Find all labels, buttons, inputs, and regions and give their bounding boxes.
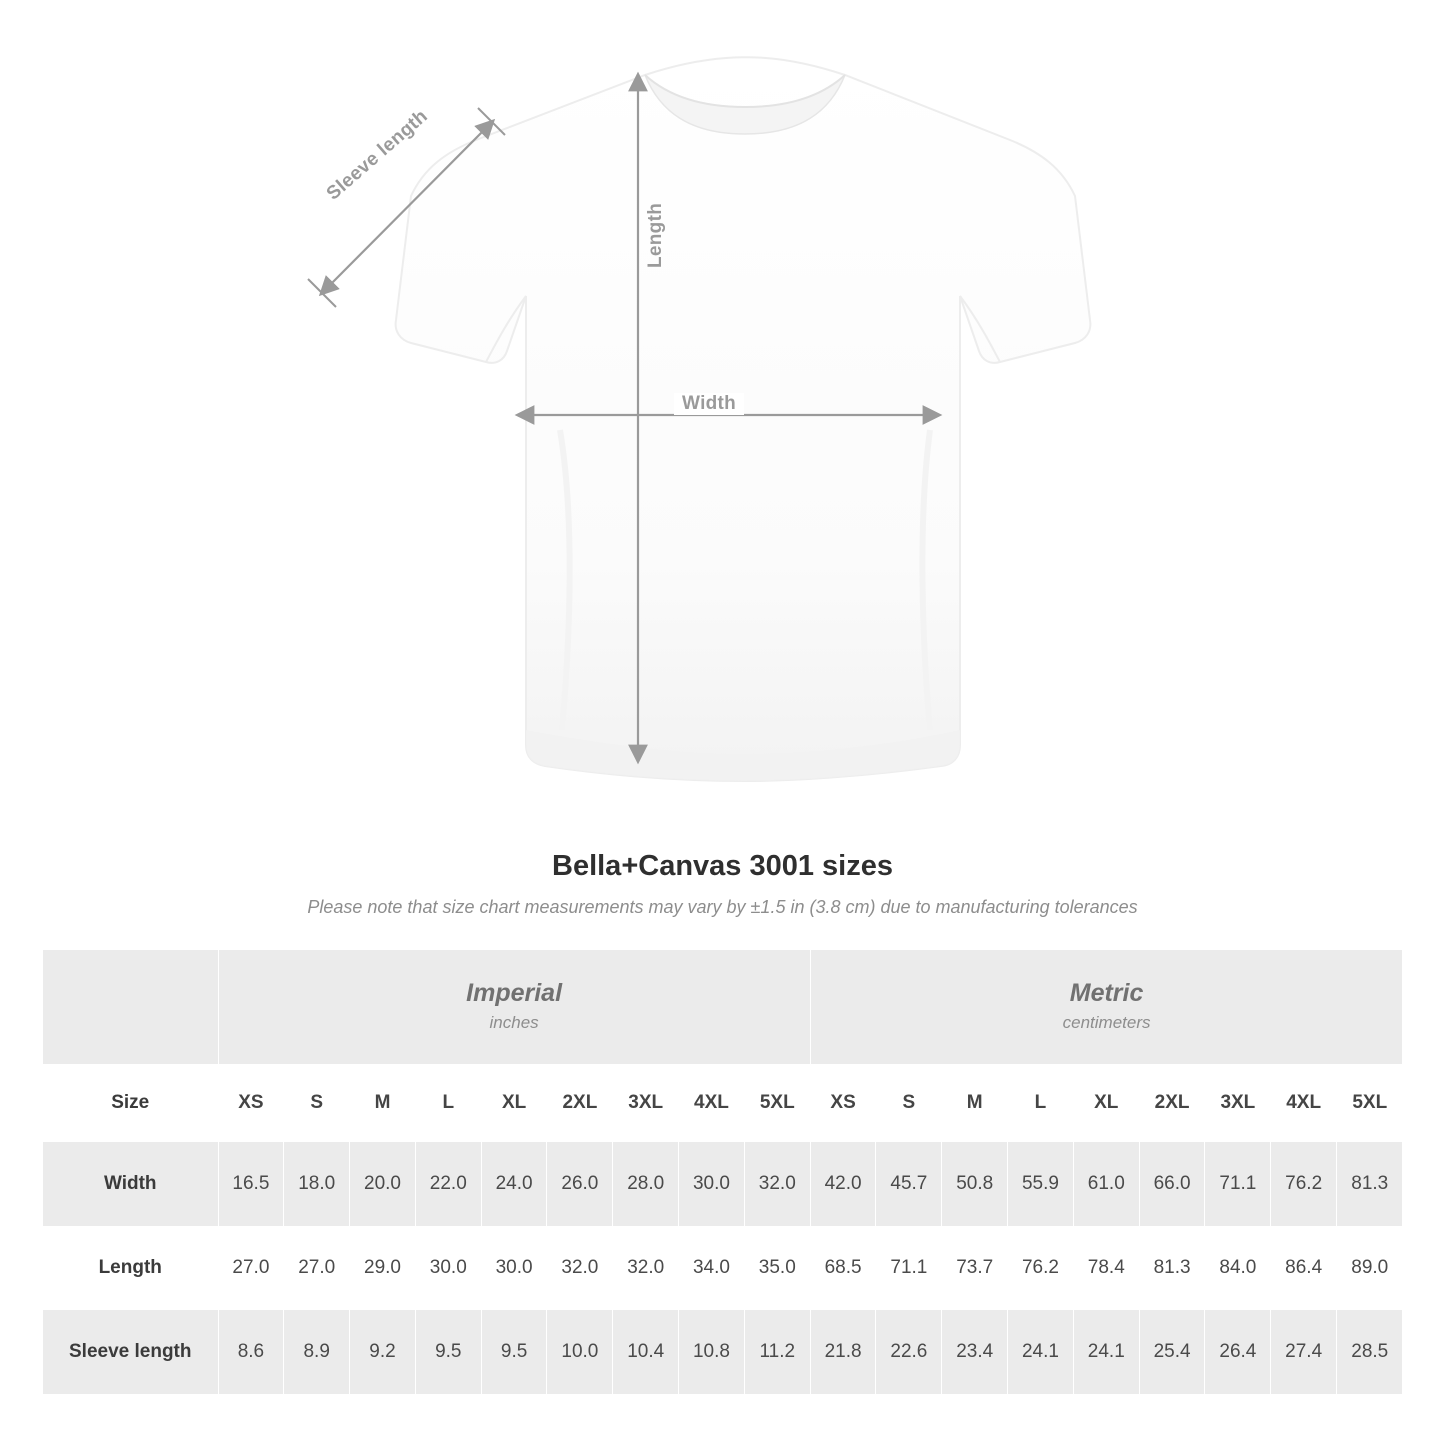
size-col-imperial-4xl: 4XL bbox=[679, 1064, 745, 1142]
length-label: Length bbox=[645, 202, 666, 268]
cell-sleeve-imperial-xl: 9.5 bbox=[481, 1310, 547, 1394]
cell-length-metric-l: 76.2 bbox=[1008, 1226, 1074, 1310]
row-label-sleeve-length: Sleeve length bbox=[43, 1310, 218, 1394]
size-header-label: Size bbox=[43, 1064, 218, 1142]
cell-width-imperial-l: 22.0 bbox=[415, 1142, 481, 1226]
title-block bbox=[0, 850, 1445, 918]
cell-width-metric-m: 50.8 bbox=[942, 1142, 1008, 1226]
size-table-wrap bbox=[43, 950, 1402, 1394]
cell-width-metric-5xl: 81.3 bbox=[1337, 1142, 1403, 1226]
size-col-metric-3xl: 3XL bbox=[1205, 1064, 1271, 1142]
row-label-length: Length bbox=[43, 1226, 218, 1310]
size-col-metric-xl: XL bbox=[1073, 1064, 1139, 1142]
size-col-metric-l: L bbox=[1008, 1064, 1074, 1142]
cell-sleeve-metric-m: 23.4 bbox=[942, 1310, 1008, 1394]
size-col-imperial-3xl: 3XL bbox=[613, 1064, 679, 1142]
cell-width-metric-3xl: 71.1 bbox=[1205, 1142, 1271, 1226]
cell-sleeve-metric-4xl: 27.4 bbox=[1271, 1310, 1337, 1394]
table-row bbox=[43, 1310, 1402, 1394]
cell-width-metric-4xl: 76.2 bbox=[1271, 1142, 1337, 1226]
cell-sleeve-metric-5xl: 28.5 bbox=[1337, 1310, 1403, 1394]
cell-sleeve-metric-xl: 24.1 bbox=[1073, 1310, 1139, 1394]
cell-width-metric-2xl: 66.0 bbox=[1139, 1142, 1205, 1226]
cell-width-metric-xs: 42.0 bbox=[810, 1142, 876, 1226]
size-col-imperial-xl: XL bbox=[481, 1064, 547, 1142]
cell-length-imperial-l: 30.0 bbox=[415, 1226, 481, 1310]
cell-sleeve-metric-l: 24.1 bbox=[1008, 1310, 1074, 1394]
tolerance-note: Please note that size chart measurements may vary by ±1.5 in (3.8 cm) due to manufacturing tolerances bbox=[307, 897, 1138, 917]
cell-width-metric-xl: 61.0 bbox=[1073, 1142, 1139, 1226]
size-col-metric-m: M bbox=[942, 1064, 1008, 1142]
cell-sleeve-metric-2xl: 25.4 bbox=[1139, 1310, 1205, 1394]
cell-sleeve-metric-s: 22.6 bbox=[876, 1310, 942, 1394]
width-label: Width bbox=[674, 393, 744, 415]
cell-width-metric-s: 45.7 bbox=[876, 1142, 942, 1226]
cell-sleeve-imperial-s: 8.9 bbox=[284, 1310, 350, 1394]
unit-group-metric bbox=[810, 950, 1402, 1064]
size-col-imperial-xs: XS bbox=[218, 1064, 284, 1142]
size-col-metric-2xl: 2XL bbox=[1139, 1064, 1205, 1142]
table-row bbox=[43, 1142, 1402, 1226]
table-row bbox=[43, 1226, 1402, 1310]
size-table bbox=[43, 950, 1402, 1394]
cell-length-metric-5xl: 89.0 bbox=[1337, 1226, 1403, 1310]
cell-width-imperial-xs: 16.5 bbox=[218, 1142, 284, 1226]
unit-group-imperial-sub: inches bbox=[489, 1013, 539, 1033]
sleeve-length-label: Sleeve length bbox=[322, 105, 432, 205]
size-col-imperial-l: L bbox=[415, 1064, 481, 1142]
size-col-imperial-2xl: 2XL bbox=[547, 1064, 613, 1142]
size-col-imperial-5xl: 5XL bbox=[744, 1064, 810, 1142]
cell-length-metric-m: 73.7 bbox=[942, 1226, 1008, 1310]
size-col-metric-5xl: 5XL bbox=[1337, 1064, 1403, 1142]
cell-sleeve-imperial-2xl: 10.0 bbox=[547, 1310, 613, 1394]
cell-sleeve-imperial-5xl: 11.2 bbox=[744, 1310, 810, 1394]
unit-header-row bbox=[43, 950, 1402, 1064]
unit-group-imperial bbox=[218, 950, 810, 1064]
unit-header-spacer bbox=[43, 950, 218, 1064]
size-col-imperial-s: S bbox=[284, 1064, 350, 1142]
cell-length-imperial-5xl: 35.0 bbox=[744, 1226, 810, 1310]
cell-length-metric-s: 71.1 bbox=[876, 1226, 942, 1310]
cell-sleeve-imperial-m: 9.2 bbox=[350, 1310, 416, 1394]
cell-length-imperial-3xl: 32.0 bbox=[613, 1226, 679, 1310]
unit-group-metric-name: Metric bbox=[1069, 978, 1144, 1007]
cell-sleeve-imperial-xs: 8.6 bbox=[218, 1310, 284, 1394]
cell-length-imperial-4xl: 34.0 bbox=[679, 1226, 745, 1310]
unit-group-imperial-name: Imperial bbox=[466, 978, 563, 1007]
cell-length-imperial-2xl: 32.0 bbox=[547, 1226, 613, 1310]
cell-sleeve-imperial-4xl: 10.8 bbox=[679, 1310, 745, 1394]
cell-width-imperial-s: 18.0 bbox=[284, 1142, 350, 1226]
cell-length-imperial-xs: 27.0 bbox=[218, 1226, 284, 1310]
cell-width-imperial-xl: 24.0 bbox=[481, 1142, 547, 1226]
cell-length-imperial-m: 29.0 bbox=[350, 1226, 416, 1310]
cell-sleeve-metric-3xl: 26.4 bbox=[1205, 1310, 1271, 1394]
cell-length-imperial-s: 27.0 bbox=[284, 1226, 350, 1310]
cell-length-metric-xl: 78.4 bbox=[1073, 1226, 1139, 1310]
cell-sleeve-metric-xs: 21.8 bbox=[810, 1310, 876, 1394]
cell-sleeve-imperial-3xl: 10.4 bbox=[613, 1310, 679, 1394]
cell-width-imperial-5xl: 32.0 bbox=[744, 1142, 810, 1226]
size-col-metric-xs: XS bbox=[810, 1064, 876, 1142]
row-label-width: Width bbox=[43, 1142, 218, 1226]
page-title: Bella+Canvas 3001 sizes bbox=[552, 850, 893, 882]
cell-length-metric-3xl: 84.0 bbox=[1205, 1226, 1271, 1310]
cell-width-imperial-m: 20.0 bbox=[350, 1142, 416, 1226]
cell-width-imperial-2xl: 26.0 bbox=[547, 1142, 613, 1226]
cell-width-imperial-3xl: 28.0 bbox=[613, 1142, 679, 1226]
size-col-metric-s: S bbox=[876, 1064, 942, 1142]
size-col-imperial-m: M bbox=[350, 1064, 416, 1142]
cell-length-metric-4xl: 86.4 bbox=[1271, 1226, 1337, 1310]
size-col-metric-4xl: 4XL bbox=[1271, 1064, 1337, 1142]
cell-length-metric-2xl: 81.3 bbox=[1139, 1226, 1205, 1310]
tshirt-shape bbox=[396, 57, 1091, 781]
size-header-row bbox=[43, 1064, 1402, 1142]
cell-width-imperial-4xl: 30.0 bbox=[679, 1142, 745, 1226]
cell-length-metric-xs: 68.5 bbox=[810, 1226, 876, 1310]
cell-length-imperial-xl: 30.0 bbox=[481, 1226, 547, 1310]
unit-group-metric-sub: centimeters bbox=[1062, 1013, 1151, 1033]
cell-width-metric-l: 55.9 bbox=[1008, 1142, 1074, 1226]
cell-sleeve-imperial-l: 9.5 bbox=[415, 1310, 481, 1394]
